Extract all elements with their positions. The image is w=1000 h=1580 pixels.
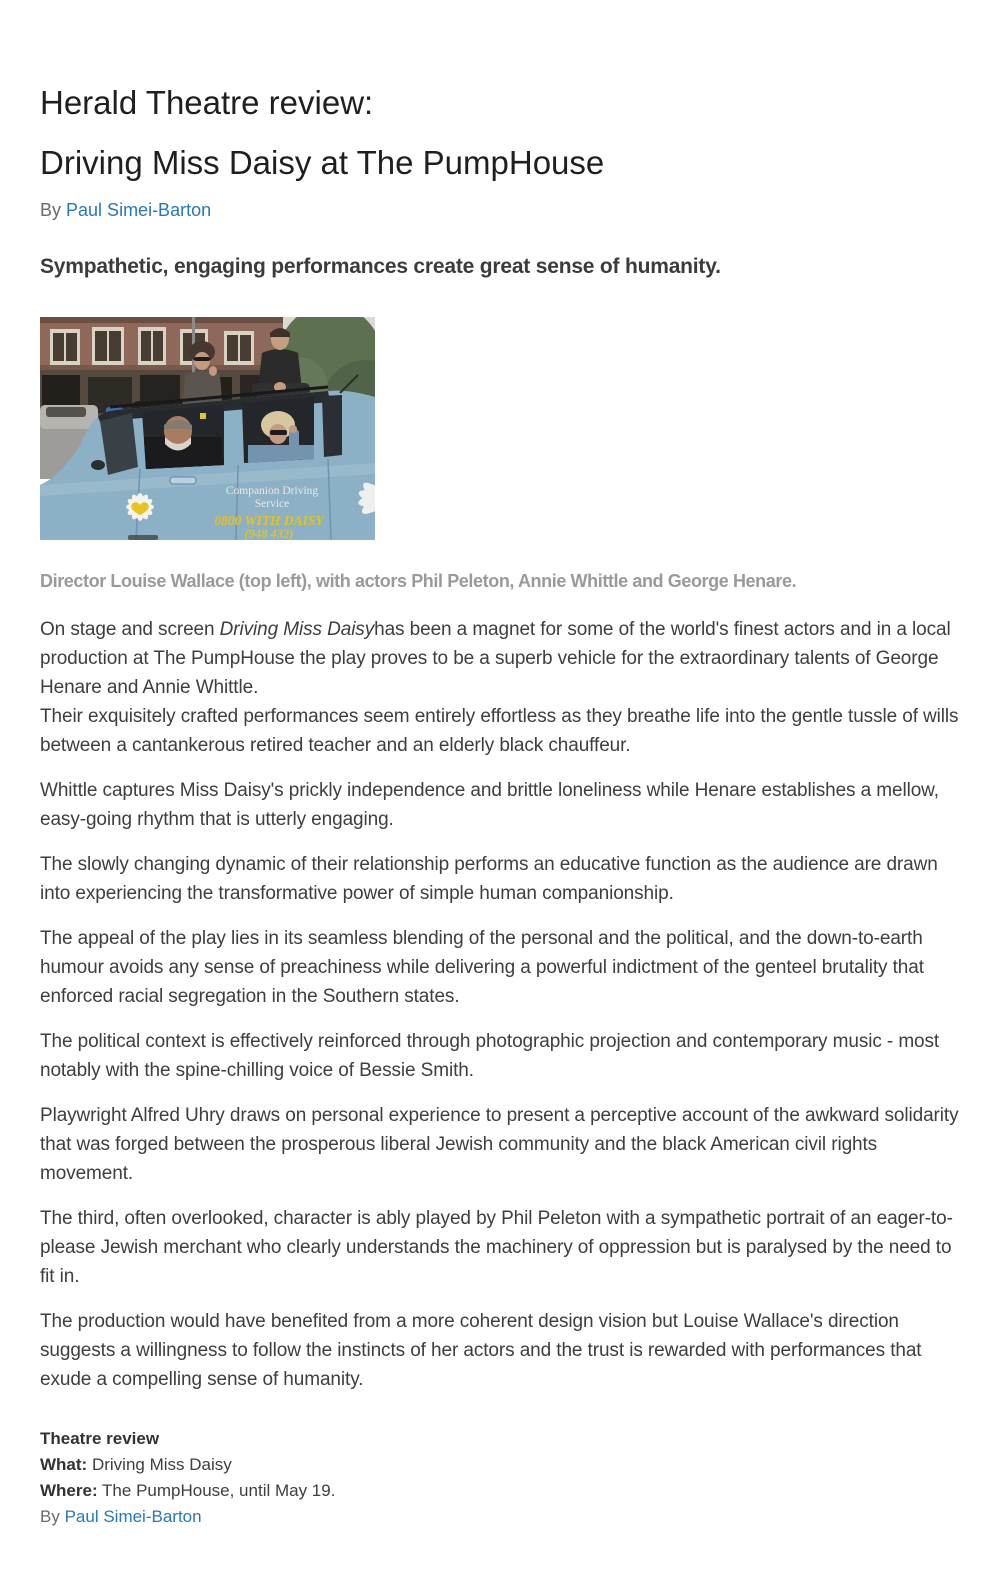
byline: [40, 200, 960, 221]
paragraph: The slowly changing dynamic of their relationship performs an educative function as the audience are drawn into experiencing the transformative power of simple human companionship.: [40, 853, 938, 904]
page-title: [40, 84, 960, 182]
windscreen-sticker: [200, 413, 206, 419]
what-value: Driving Miss Daisy: [91, 1454, 232, 1474]
review-where-line: [40, 1478, 960, 1504]
article-photo: [40, 317, 375, 540]
lead-text-after: has been a magnet for some of the world's finest actors and in a local production at The PumpHouse the play proves to be a superb vehicle for the extraordinary talents of George Henare and Annie Whittle.: [40, 618, 951, 698]
where-label: Where:: [40, 1480, 98, 1500]
photo-caption: Director Louise Wallace (top left), with actors Phil Peleton, Annie Whittle and George Henare.: [40, 570, 797, 591]
review-author-link[interactable]: Paul Simei-Barton: [64, 1506, 202, 1526]
lead-paragraph: [40, 615, 960, 760]
decal-phone-line-1: 0800 WITH DAISY: [214, 512, 324, 528]
page-title-line-2: Driving Miss Daisy at The PumpHouse: [40, 143, 605, 181]
decal-phone-line-2: (948 432): [244, 526, 294, 540]
paragraph: The political context is effectively reinforced through photographic projection and contemporary music - most notably with the spine-chilling voice of Bessie Smith.: [40, 1030, 940, 1081]
review-what-line: [40, 1452, 960, 1478]
author-link[interactable]: Paul Simei-Barton: [66, 199, 212, 220]
paragraph: Whittle captures Miss Daisy's prickly independence and brittle loneliness while Henare establishes a mellow, easy-going rhythm that is utterly engaging.: [40, 779, 939, 830]
review-details: [40, 1426, 960, 1530]
review-byline-prefix: By: [40, 1506, 60, 1526]
door-handle: [170, 477, 196, 484]
paragraph: Playwright Alfred Uhry draws on personal experience to present a perceptive account of the awkward solidarity that was forged between the prosperous liberal Jewish community and the black American civil rights movement.: [40, 1104, 959, 1184]
wing-mirror: [91, 460, 105, 470]
page-title-line-1: Herald Theatre review:: [40, 84, 374, 121]
byline-prefix: By: [40, 199, 62, 220]
paragraph: The third, often overlooked, character is ably played by Phil Peleton with a sympathetic portrait of an eager-to-please Jewish merchant who clearly understands the machinery of oppression but is paralysed by the need to fit in.: [40, 1207, 953, 1287]
article-body: [40, 615, 960, 1394]
partial-decal-text: [128, 535, 158, 540]
what-label: What:: [40, 1454, 88, 1474]
lead-text-before: On stage and screen: [40, 618, 220, 640]
paragraph: The production would have benefited from a more coherent design vision but Louise Wallace's direction suggests a willingness to follow the instincts of her actors and the trust is rewarded with performances that exude a compelling sense of humanity.: [40, 1310, 922, 1390]
where-value: The PumpHouse, until May 19.: [102, 1480, 336, 1500]
daisy-car-photo-illustration: [40, 317, 375, 540]
decal-service-line-2: Service: [254, 497, 290, 510]
lead-second-sentence: Their exquisitely crafted performances seem entirely effortless as they breathe life into the gentle tussle of wills between a cantankerous retired teacher and an elderly black chauffeur.: [40, 705, 959, 756]
play-title-italic: Driving Miss Daisy: [219, 618, 375, 640]
review-byline: [40, 1504, 960, 1530]
review-details-heading: Theatre review: [40, 1428, 160, 1448]
standfirst: Sympathetic, engaging performances create great sense of humanity.: [40, 254, 721, 278]
paragraph: The appeal of the play lies in its seamless blending of the personal and the political, and the down-to-earth humour avoids any sense of preachiness while delivering a powerful indictment of the genteel brutality that enforced racial segregation in the Southern states.: [40, 927, 924, 1007]
decal-service-line-1: Companion Driving: [225, 484, 319, 497]
